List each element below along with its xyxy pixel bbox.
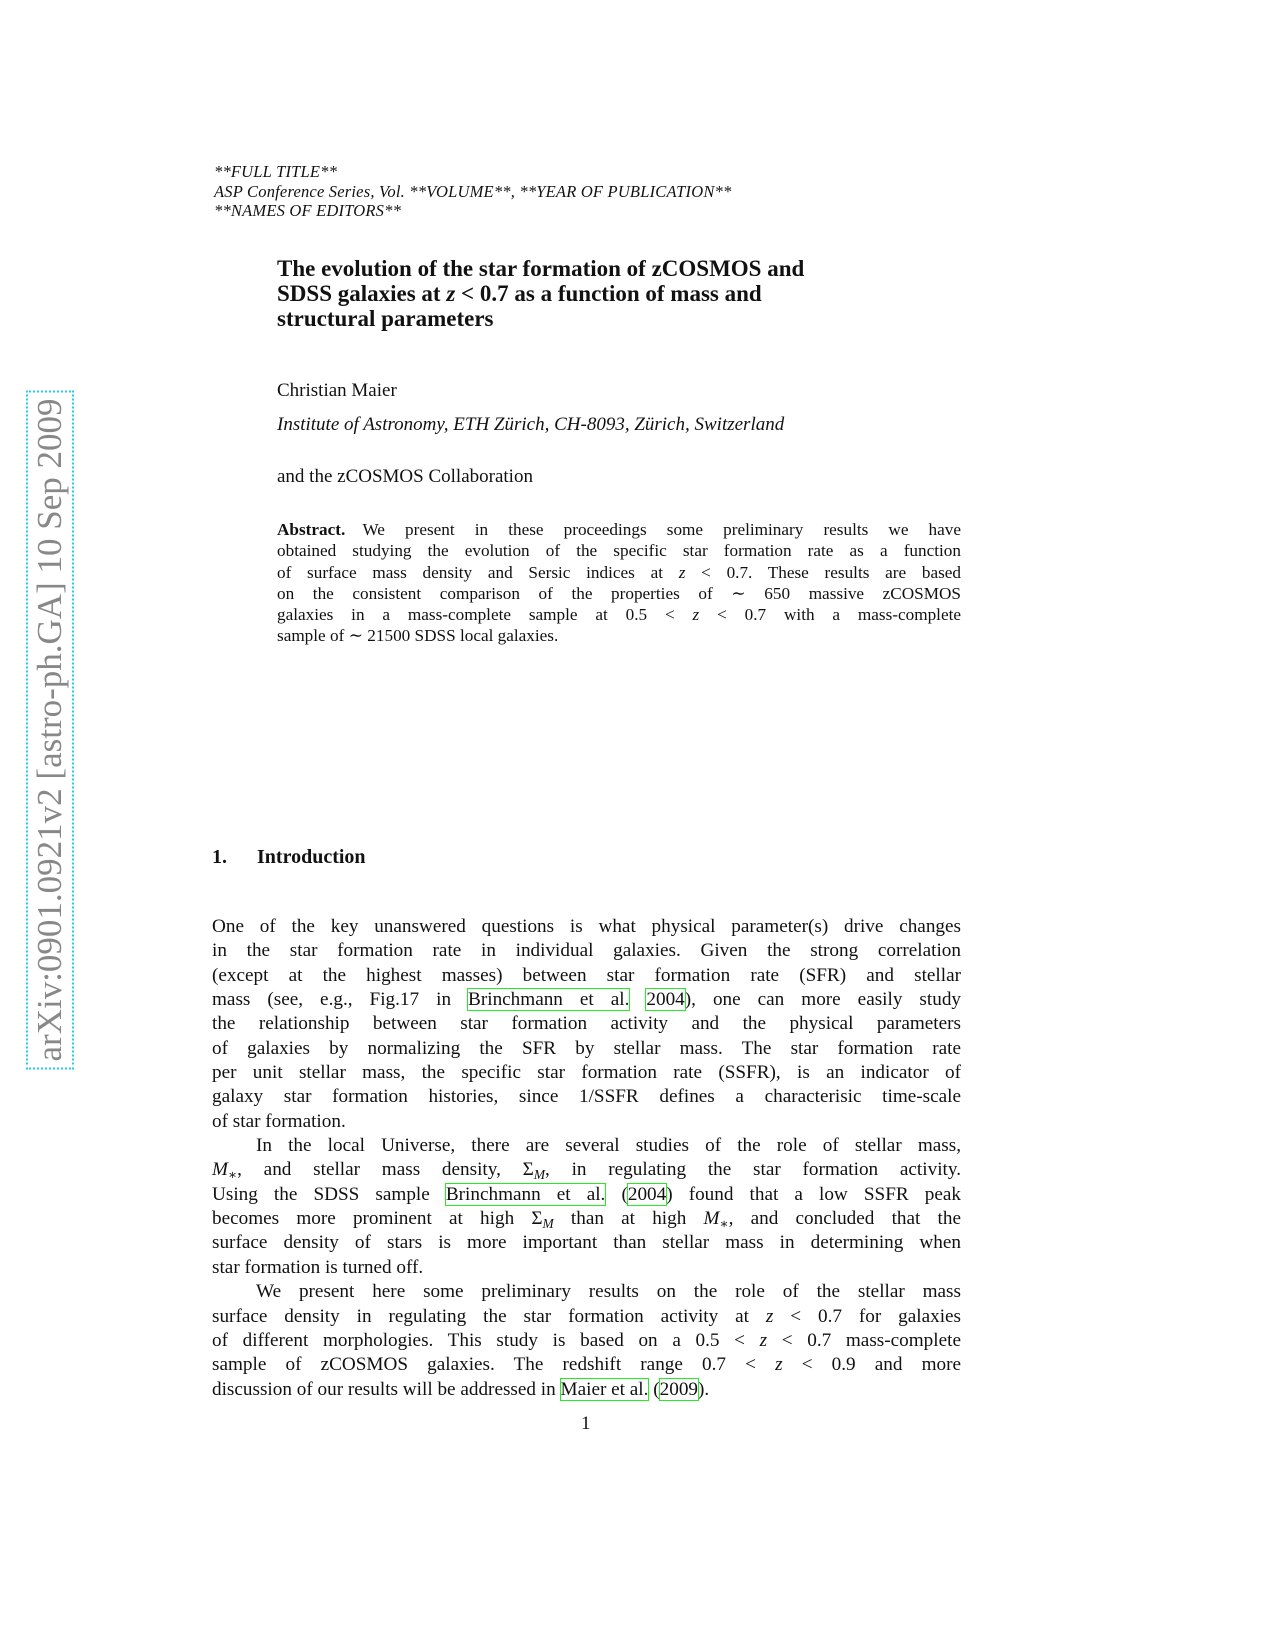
paper-title bbox=[277, 256, 967, 331]
math-symbol: z bbox=[765, 1305, 774, 1327]
text-line: of surface mass density and Sersic indices at z < 0.7. These results are based bbox=[277, 562, 961, 582]
introduction-body bbox=[212, 915, 961, 1402]
text-line: on the consistent comparison of the properties of ∼ 650 massive zCOSMOS bbox=[277, 583, 961, 603]
text-line: The evolution of the star formation of zCOSMOS and bbox=[277, 256, 805, 281]
text-line: the relationship between star formation activity and the physical parameters bbox=[212, 1013, 961, 1035]
text-line: galaxy star formation histories, since 1/SSFR defines a characterisic time-scale bbox=[212, 1086, 961, 1108]
text-line: Abstract. We present in these proceedings some preliminary results we have bbox=[277, 520, 961, 539]
text-line: discussion of our results will be addressed in Maier et al. (2009). bbox=[212, 1378, 710, 1400]
arxiv-identifier[interactable]: arXiv:0901.0921v2 [astro-ph.GA] 10 Sep 2009 bbox=[26, 391, 74, 1070]
text-line: surface density of stars is more important than stellar mass in determining when bbox=[212, 1232, 961, 1254]
abstract bbox=[277, 519, 961, 647]
text-line: galaxies in a mass-complete sample at 0.5 < z < 0.7 with a mass-complete bbox=[277, 605, 961, 625]
citation-link[interactable]: Maier et al. bbox=[560, 1378, 649, 1400]
math-symbol: $M_∗$ bbox=[703, 1208, 729, 1232]
header-full-title: **FULL TITLE** bbox=[214, 162, 338, 181]
math-symbol: z bbox=[692, 605, 700, 625]
text-line: (except at the highest masses) between star formation rate (SFR) and stellar bbox=[212, 964, 961, 986]
text-line: $M_∗$, and stellar mass density, $\Sigma_M$, in regulating the star formation activity. bbox=[212, 1159, 961, 1183]
citation-link[interactable]: Brinchmann et al. bbox=[445, 1183, 606, 1205]
citation-link[interactable]: 2009 bbox=[659, 1378, 698, 1400]
math-symbol: z bbox=[678, 562, 686, 582]
text-line: per unit stellar mass, the specific star formation rate (SSFR), is an indicator of bbox=[212, 1062, 961, 1084]
text-line: of galaxies by normalizing the SFR by stellar mass. The star formation rate bbox=[212, 1037, 961, 1059]
citation-link[interactable]: 2004 bbox=[627, 1183, 667, 1205]
math-symbol: $\Sigma_M$ bbox=[531, 1208, 554, 1232]
text-line: in the star formation rate in individual galaxies. Given the strong correlation bbox=[212, 940, 961, 962]
math-symbol: $M_∗$ bbox=[212, 1159, 238, 1183]
text-line: surface density in regulating the star formation activity at z < 0.7 for galaxies bbox=[212, 1305, 962, 1327]
bold-label: Abstract. bbox=[277, 520, 346, 539]
text-line: One of the key unanswered questions is what physical parameter(s) drive changes bbox=[212, 916, 961, 937]
text-line: In the local Universe, there are several studies of the role of stellar mass, bbox=[256, 1135, 961, 1157]
text-line: We present here some preliminary results on the role of the stellar mass bbox=[256, 1281, 961, 1303]
text-line: becomes more prominent at high $\Sigma_M$ than at high $M_∗$, and concluded that the bbox=[212, 1208, 961, 1232]
section-title: Introduction bbox=[257, 846, 366, 868]
citation-link[interactable]: 2004 bbox=[646, 989, 685, 1011]
text-line: of different morphologies. This study is based on a 0.5 < z < 0.7 mass-complete bbox=[212, 1329, 961, 1351]
text-line: mass (see, e.g., Fig.17 in Brinchmann et al. 2004), one can more easily study bbox=[212, 989, 962, 1011]
math-symbol: z bbox=[759, 1329, 768, 1351]
text-line: sample of zCOSMOS galaxies. The redshift range 0.7 < z < 0.9 and more bbox=[212, 1354, 962, 1376]
math-subscript: M bbox=[533, 1167, 546, 1183]
math-subscript: ∗ bbox=[227, 1167, 238, 1183]
text-line: of star formation. bbox=[212, 1110, 346, 1132]
page-number: 1 bbox=[581, 1413, 591, 1434]
conference-header bbox=[214, 162, 731, 221]
section-heading bbox=[212, 846, 366, 869]
collaboration: and the zCOSMOS Collaboration bbox=[277, 466, 533, 487]
text-line: SDSS galaxies at z < 0.7 as a function of mass and bbox=[277, 281, 762, 306]
text-line: Using the SDSS sample Brinchmann et al. (2004) found that a low SSFR peak bbox=[212, 1183, 961, 1205]
header-series: ASP Conference Series, Vol. **VOLUME**, **YEAR OF PUBLICATION** bbox=[214, 181, 732, 201]
math-subscript: ∗ bbox=[719, 1216, 729, 1232]
math-symbol: z bbox=[775, 1354, 783, 1376]
header-editors: **NAMES OF EDITORS** bbox=[214, 201, 402, 220]
section-number: 1. bbox=[212, 846, 227, 868]
author-affiliation: Institute of Astronomy, ETH Zürich, CH-8093, Zürich, Switzerland bbox=[277, 414, 785, 435]
text-line: star formation is turned off. bbox=[212, 1256, 424, 1278]
text-line: structural parameters bbox=[277, 306, 494, 331]
math-subscript: M bbox=[542, 1216, 554, 1232]
author-name: Christian Maier bbox=[277, 380, 397, 401]
math-symbol: $\Sigma_M$ bbox=[522, 1159, 546, 1183]
text-line: obtained studying the evolution of the specific star formation rate as a function bbox=[277, 541, 961, 561]
citation-link[interactable]: Brinchmann et al. bbox=[468, 989, 630, 1011]
math-symbol: z bbox=[446, 281, 456, 306]
text-line: sample of ∼ 21500 SDSS local galaxies. bbox=[277, 626, 559, 646]
